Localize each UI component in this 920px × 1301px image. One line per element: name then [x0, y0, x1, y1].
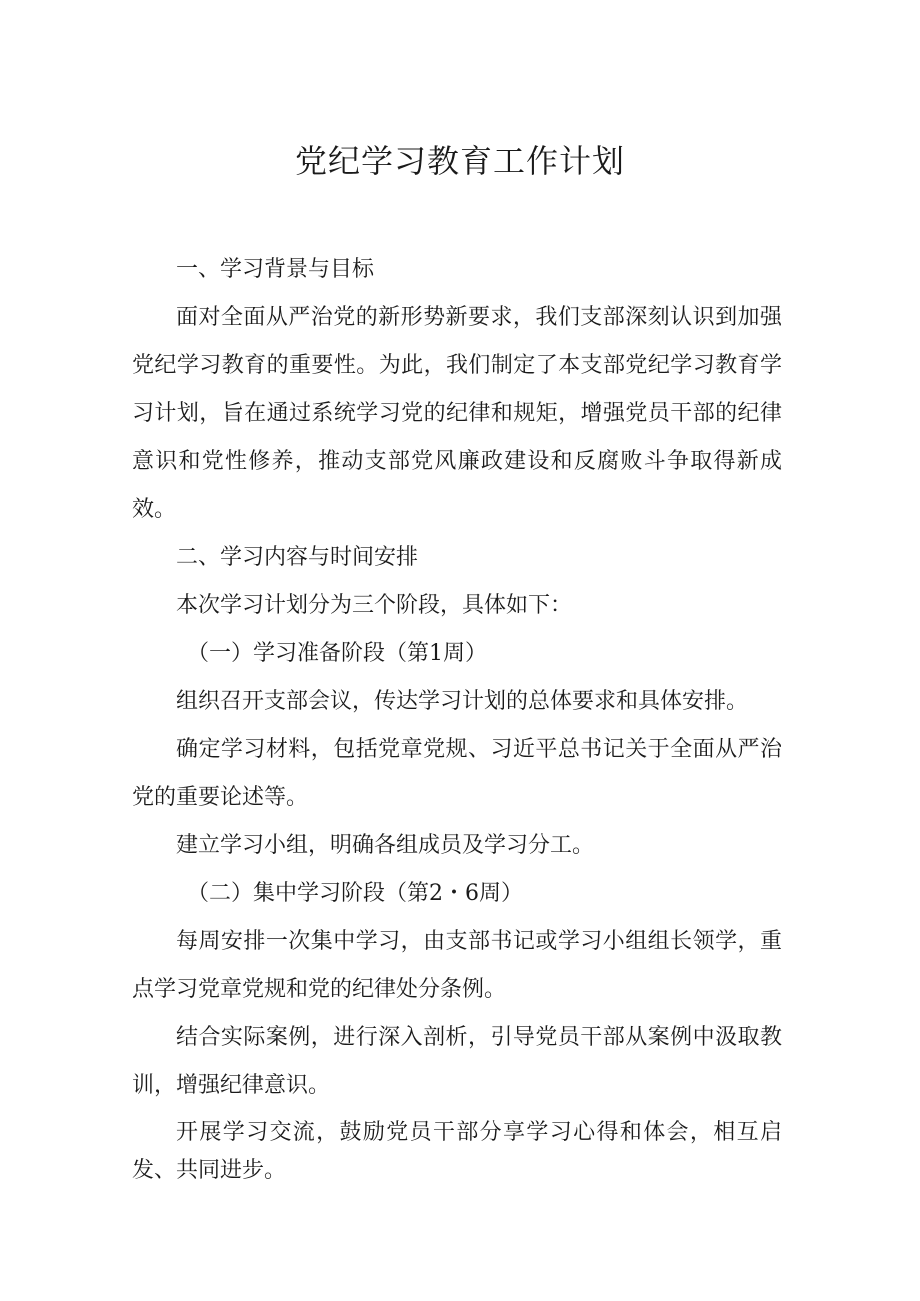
- subsection-heading-2: （二）集中学习阶段（第2・6周）: [187, 881, 523, 906]
- paragraph-item: 每周安排一次集中学习，由支部书记或学习小组组长领学，重点学习党章党规和党的纪律处分条例。: [132, 929, 782, 1002]
- paragraph-item: 确定学习材料，包括党章党规、习近平总书记关于全面从严治党的重要论述等。: [132, 737, 782, 810]
- paragraph-background: 面对全面从严治党的新形势新要求，我们支部深刻认识到加强党纪学习教育的重要性。为此，我们制定了本支部党纪学习教育学习计划，旨在通过系统学习党的纪律和规矩，增强党员干部的纪律意识和党性修养，推动支部党风廉政建设和反腐败斗争取得新成效。: [132, 305, 782, 522]
- paragraph-intro: 本次学习计划分为三个阶段，具体如下：: [176, 593, 573, 618]
- document-body: [132, 246, 782, 1190]
- paragraph-item: 组织召开支部会议，传达学习计划的总体要求和具体安排。: [176, 689, 749, 714]
- paragraph-item: 开展学习交流，鼓励党员干部分享学习心得和体会，相互启发、共同进步。: [132, 1120, 782, 1183]
- paragraph-item: 建立学习小组，明确各组成员及学习分工。: [176, 833, 595, 858]
- document-title: 党纪学习教育工作计划: [294, 142, 625, 180]
- section-heading-2: 二、学习内容与时间安排: [176, 545, 419, 570]
- section-heading-1: 一、学习背景与目标: [176, 257, 375, 282]
- subsection-heading-1: （一）学习准备阶段（第1周）: [187, 641, 487, 666]
- paragraph-item: 结合实际案例，进行深入剖析，引导党员干部从案例中汲取教训，增强纪律意识。: [132, 1025, 782, 1098]
